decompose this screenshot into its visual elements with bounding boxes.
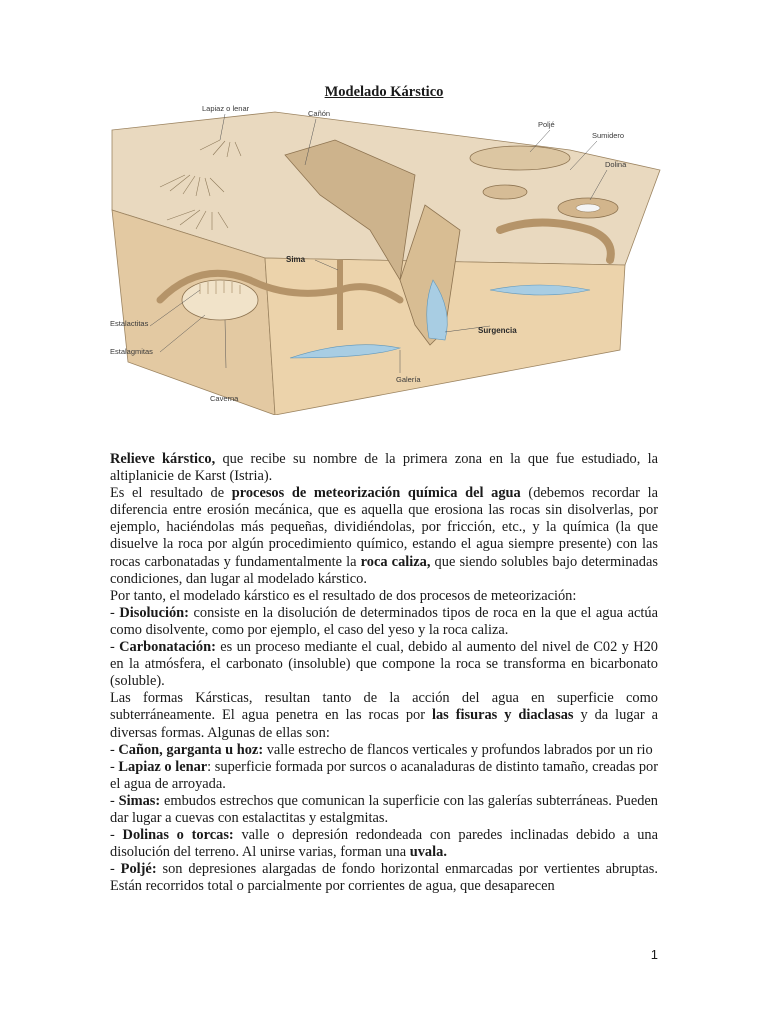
text-run: -: [110, 792, 119, 809]
text-run: embudos estrechos que comunican la superficie con las galerías subterráneas. Pueden dar lugar a cuevas con estalactitas y estalgmitas.: [110, 792, 658, 826]
text-run: : superficie formada por surcos o acanaladuras de distinto tamaño, creadas por el agua de arroyada.: [110, 758, 659, 792]
paragraph-carbonatacion: [110, 639, 658, 690]
text-run: -: [110, 604, 120, 621]
label-caverna: Caverna: [210, 394, 239, 403]
bold-text: Simas:: [118, 792, 161, 809]
label-polje: Poljé: [538, 120, 555, 129]
text-run: Las formas Kársticas, resultan tanto de la acción del agua en superficie como subterráneamente. El agua penetra en las rocas por: [110, 690, 658, 724]
text-run: valle o depresión redondeada con paredes inclinadas debido a una disolución del terreno. Al unirse varias, forman una: [110, 827, 658, 861]
paragraph-simas: [110, 793, 658, 827]
text-run: -: [110, 758, 119, 775]
bold-text: Relieve kárstico,: [110, 451, 216, 467]
bold-text: Lapiaz o lenar: [118, 758, 208, 775]
page-title: Modelado Kárstico: [324, 84, 444, 100]
page-number: 1: [650, 947, 658, 962]
paragraph-resultado: [110, 485, 658, 588]
bold-text: las fisuras y diaclasas: [431, 707, 574, 724]
cavern: [182, 280, 258, 320]
paragraph-dolinas: [110, 827, 658, 861]
text-run: que recibe su nombre de la primera zona en la que fue estudiado, la altiplanicie de Karst (Istria).: [110, 451, 658, 485]
label-lapiaz: Lapiaz o lenar: [202, 104, 250, 113]
text-run: -: [110, 827, 123, 844]
text-run: consiste en la disolución de determinados tipos de roca en la que el agua actúa como disolvente, como por ejemplo, el caso del yeso y la roca caliza.: [110, 604, 658, 638]
paragraph-lapiaz: [110, 759, 658, 793]
text-run: -: [110, 741, 119, 758]
bold-text: uvala.: [409, 844, 447, 861]
bold-text: procesos de meteorización química del agua: [231, 485, 521, 502]
text-run: -: [110, 639, 120, 656]
paragraph-procesos: [110, 588, 658, 605]
paragraph-formas: [110, 690, 658, 741]
label-estalagmitas: Estalagmitas: [110, 347, 153, 356]
bold-text: Disolución:: [119, 604, 189, 621]
label-surgencia: Surgencia: [478, 326, 517, 335]
label-estalactitas: Estalactitas: [110, 319, 149, 328]
text-run: que siendo solubles bajo determinadas condiciones, dan lugar al modelado kárstico.: [110, 553, 658, 587]
label-canon: Cañón: [308, 109, 331, 118]
bold-text: roca caliza,: [360, 553, 431, 570]
body-text: [110, 451, 658, 895]
label-galeria: Galería: [396, 375, 421, 384]
label-sima: Sima: [286, 255, 306, 264]
karst-diagram: [100, 100, 670, 415]
label-dolina: Dolina: [605, 160, 627, 169]
text-run: Por tanto, el modelado kárstico es el resultado de dos procesos de meteorización:: [110, 587, 577, 604]
text-run: Es el resultado de: [110, 485, 232, 502]
bold-text: Cañon, garganta u hoz:: [118, 741, 264, 758]
paragraph-polje: [110, 861, 658, 895]
dolina-small: [483, 185, 527, 199]
paragraph-relieve: [110, 451, 658, 485]
text-run: son depresiones alargadas de fondo horizontal enmarcadas por vertientes abruptas. Están recorridos total o parcialmente por corrientes de agua, que desaparecen: [110, 861, 659, 895]
text-run: y da lugar a diversas formas. Algunas de ellas son:: [110, 707, 658, 741]
text-run: -: [110, 861, 121, 878]
bold-text: Poljé:: [120, 861, 157, 878]
karst-block-illustration: [100, 100, 670, 415]
paragraph-disolucion: [110, 605, 658, 639]
bold-text: Carbonatación:: [119, 639, 216, 656]
polje-depression: [470, 146, 570, 170]
text-run: es un proceso mediante el cual, debido al aumento del nivel de C02 y H20 en la atmósfera, el carbonato (insoluble) que compone la roca se transforma en bicarbonato (soluble).: [110, 639, 658, 690]
text-run: valle estrecho de flancos verticales y profundos labrados por un rio: [263, 741, 653, 758]
dolina-center: [576, 204, 600, 212]
paragraph-canon: [110, 742, 658, 759]
label-sumidero: Sumidero: [592, 131, 625, 140]
text-run: (debemos recordar la diferencia entre erosión mecánica, que es aquella que erosiona las rocas sin disolverlas, por ejemplo, haciéndolas más pequeñas, dividiéndolas, por fricción, etc., y la química (la que disuelve la roca por algún procedimiento químico, estando el agua siempre presente) con las rocas carbonatadas y fundamentalmente la: [110, 485, 658, 570]
bold-text: Dolinas o torcas:: [122, 827, 234, 844]
